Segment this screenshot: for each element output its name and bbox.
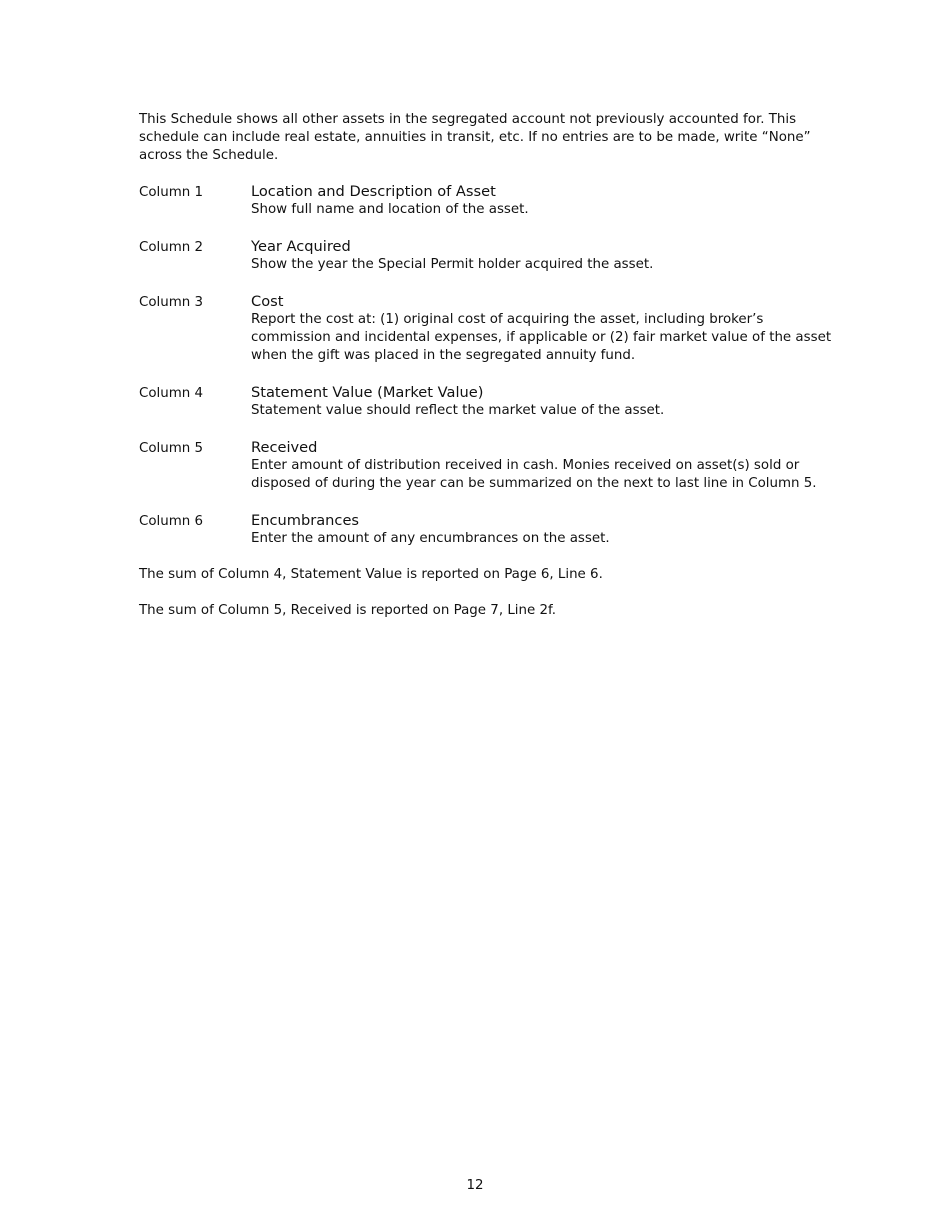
column-description: Enter amount of distribution received in cash. Monies received on asset(s) sold or disposed of during the year can be summarized on the next to last line in Column 5. [251,458,817,491]
column-label: Column 3 [139,295,204,310]
column-title: Location and Description of Asset [251,183,496,200]
column-entry-2 [139,237,839,274]
column-description: Enter the amount of any encumbrances on the asset. [251,531,610,546]
column-title: Cost [251,293,284,310]
column-entry-3 [139,292,839,365]
column-body [251,511,839,548]
page-number: 12 [466,1178,484,1193]
column-body [251,292,839,365]
column-body [251,182,839,219]
column-entry-6 [139,511,839,548]
summary-column-4: The sum of Column 4, Statement Value is reported on Page 6, Line 6. [139,567,603,582]
instructions-page [139,111,839,638]
column-title: Encumbrances [251,512,360,529]
column-description: Report the cost at: (1) original cost of acquiring the asset, including broker’s commission and incidental expenses, if applicable or (2) fair market value of the asset when the gift was placed in the segregated annuity fund. [251,312,832,363]
intro-paragraph: This Schedule shows all other assets in the segregated account not previously accounted for. This schedule can include real estate, annuities in transit, etc. If no entries are to be made, write “None” across the Schedule. [139,112,811,163]
column-label: Column 6 [139,514,204,529]
column-title: Received [251,439,318,456]
column-title: Year Acquired [251,238,351,255]
column-description: Show full name and location of the asset. [251,202,529,217]
column-entry-1 [139,182,839,219]
summary-column-5: The sum of Column 5, Received is reported on Page 7, Line 2f. [139,603,557,618]
column-description: Statement value should reflect the market value of the asset. [251,403,665,418]
column-description: Show the year the Special Permit holder acquired the asset. [251,257,654,272]
column-label: Column 2 [139,240,204,255]
column-body [251,383,839,420]
column-entry-4 [139,383,839,420]
column-label: Column 5 [139,441,204,456]
column-label: Column 4 [139,386,204,401]
column-body [251,237,839,274]
column-label: Column 1 [139,185,204,200]
column-title: Statement Value (Market Value) [251,384,484,401]
column-body [251,438,839,493]
column-entry-5 [139,438,839,493]
